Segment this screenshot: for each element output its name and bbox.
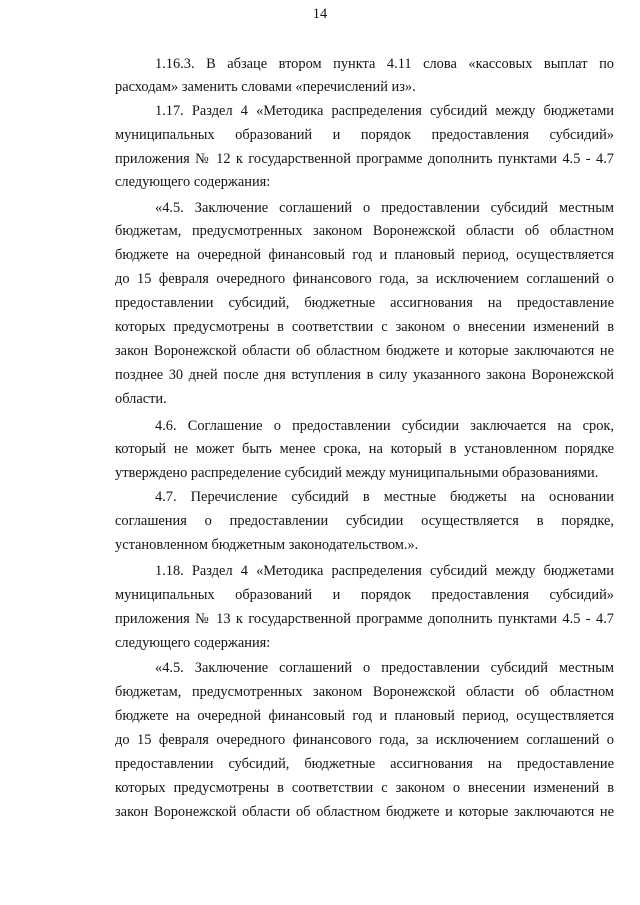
text-line: бюджетам, предусмотренных законом Воронежской области об областном — [115, 223, 614, 239]
text-line: «4.5. Заключение соглашений о предоставлении субсидий местным — [155, 660, 614, 676]
text-line: приложения № 12 к государственной программе дополнить пунктами 4.5 - 4.7 — [115, 151, 614, 167]
text-line: бюджетам, предусмотренных законом Воронежской области об областном — [115, 684, 614, 700]
text-line: следующего содержания: — [115, 635, 271, 651]
text-line: приложения № 13 к государственной программе дополнить пунктами 4.5 - 4.7 — [115, 611, 614, 627]
text-line: 1.18. Раздел 4 «Методика распределения субсидий между бюджетами — [155, 563, 614, 579]
text-line: 4.6. Соглашение о предоставлении субсидии заключается на срок, — [155, 418, 614, 434]
text-line: позднее 30 дней после дня вступления в силу указанного закона Воронежской — [115, 367, 614, 383]
text-line: муниципальных образований и порядок предоставления субсидий» — [115, 127, 614, 143]
text-line: бюджете на очередной финансовый год и плановый период, осуществляется — [115, 708, 614, 724]
text-line: предоставлении субсидий, бюджетные ассигнования на предоставление — [115, 295, 614, 311]
text-line: который не может быть менее срока, на который в установленном порядке — [115, 441, 614, 457]
text-line: области. — [115, 391, 167, 407]
text-line: следующего содержания: — [115, 174, 271, 190]
text-line: установленном бюджетным законодательством.». — [115, 537, 419, 553]
text-line: до 15 февраля очередного финансового года, за исключением соглашений о — [115, 271, 614, 287]
text-line: которых предусмотрены в соответствии с законом о внесении изменений в — [115, 319, 614, 335]
text-line: 4.7. Перечисление субсидий в местные бюджеты на основании — [155, 489, 614, 505]
text-line: «4.5. Заключение соглашений о предоставлении субсидий местным — [155, 200, 614, 216]
page-number: 14 — [312, 6, 328, 22]
text-line: предоставлении субсидий, бюджетные ассигнования на предоставление — [115, 756, 614, 772]
text-line: 1.17. Раздел 4 «Методика распределения субсидий между бюджетами — [155, 103, 614, 119]
text-line: закон Воронежской области об областном бюджете и которые заключаются не — [115, 343, 614, 359]
text-line: бюджете на очередной финансовый год и плановый период, осуществляется — [115, 247, 614, 263]
text-line: 1.16.3. В абзаце втором пункта 4.11 слова «кассовых выплат по — [155, 56, 614, 72]
text-line: расходам» заменить словами «перечислений из». — [115, 79, 416, 95]
text-line: муниципальных образований и порядок предоставления субсидий» — [115, 587, 614, 603]
text-line: которых предусмотрены в соответствии с законом о внесении изменений в — [115, 780, 614, 796]
text-line: утверждено распределение субсидий между муниципальными образованиями. — [115, 465, 599, 481]
text-line: закон Воронежской области об областном бюджете и которые заключаются не — [115, 804, 614, 820]
text-line: до 15 февраля очередного финансового года, за исключением соглашений о — [115, 732, 614, 748]
text-line: соглашения о предоставлении субсидии осуществляется в порядке, — [115, 513, 614, 529]
